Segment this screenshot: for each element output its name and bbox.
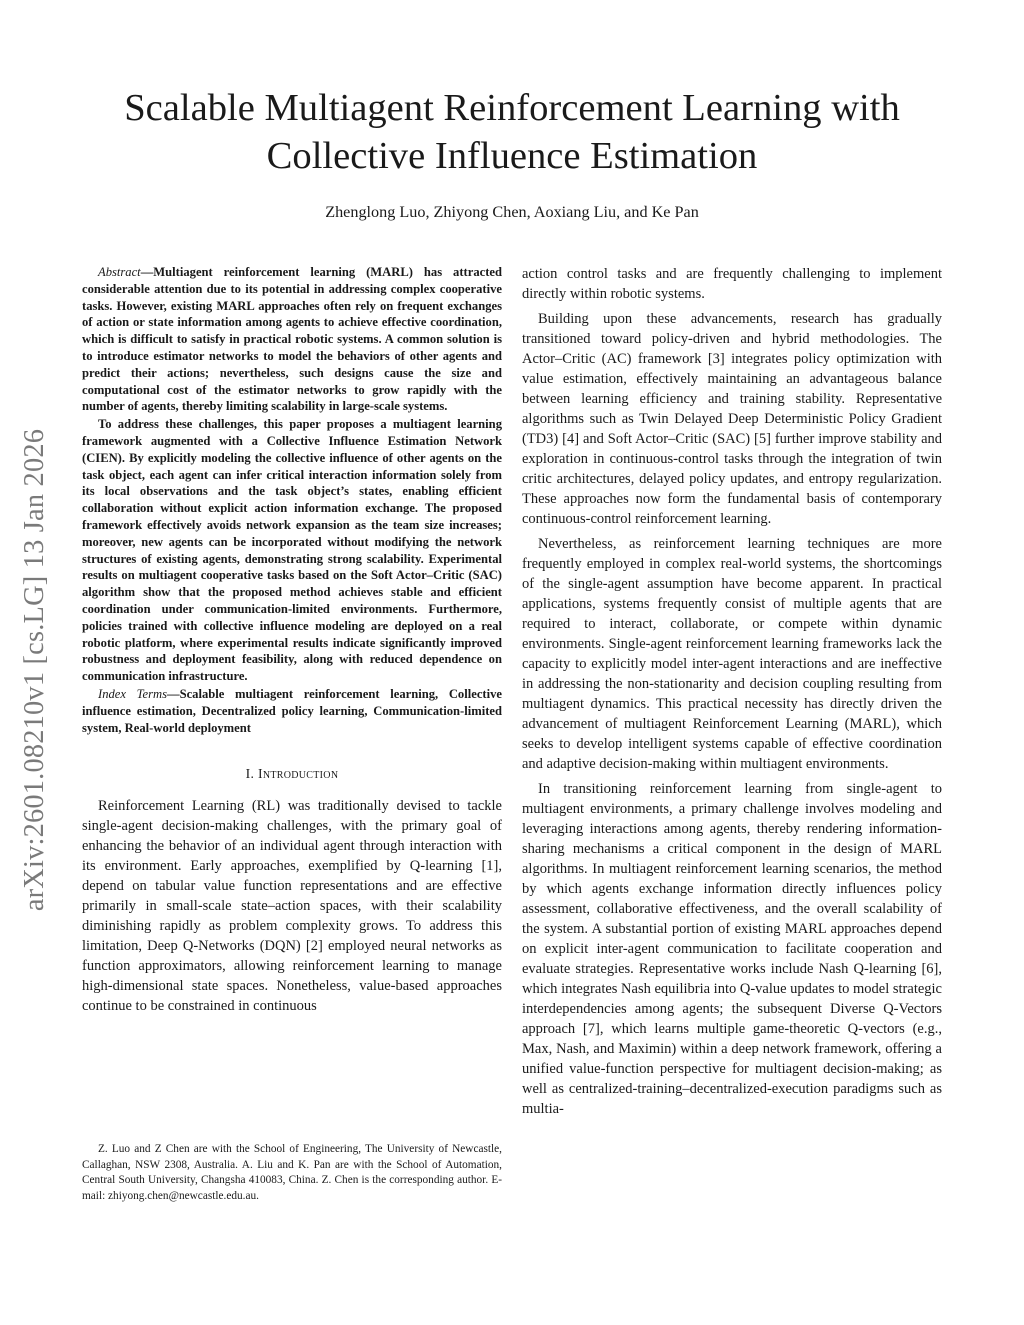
index-terms xyxy=(82,686,502,736)
intro-paragraph-continued: action control tasks and are frequently challenging to implement directly within robotic systems. xyxy=(522,266,942,302)
paper-title-line-2: Collective Influence Estimation xyxy=(266,135,758,177)
left-column xyxy=(82,264,502,1016)
section-numeral: I. xyxy=(245,766,258,782)
intro-paragraph-1: Reinforcement Learning (RL) was traditionally devised to tackle single-agent decision-making challenges, with the primary goal of enhancing the behavior of an individual agent through interaction with its environment. Early approaches, exemplified by Q-learning [1], depend on tabular value function representations and are effective primarily in small-scale state–action spaces, with their scalability diminishing rapidly as problem complexity grows. To address this limitation, Deep Q-Networks (DQN) [2] employed neural networks as function approximators, allowing reinforcement learning to manage high-dimensional state spaces. Nonetheless, value-based approaches continue to be constrained in continuous xyxy=(82,798,502,1015)
abstract-paragraph-2: To address these challenges, this paper proposes a multiagent learning framework augmented with a Collective Influence Estimation Network (CIEN). By explicitly modeling the collective influence of other agents on the task object, each agent can infer critical interaction information solely from its local observations and the task object’s states, enabling efficient collaboration without explicit action information exchange. The proposed framework effectively avoids network expansion as the team size increases; moreover, new agents can be incorporated without modifying the network structures of existing agents, demonstrating strong scalability. Experimental results on multiagent cooperative tasks based on the Soft Actor–Critic (SAC) algorithm show that the proposed method achieves stable and efficient coordination under communication-limited environments. Furthermore, policies trained with collective influence modeling are deployed on a real robotic platform, where experimental results indicate significantly improved robustness and deployment feasibility, along with reduced dependence on communication infrastructure. xyxy=(82,417,502,684)
author-affiliation-footnote xyxy=(82,1142,502,1205)
intro-paragraph-4: In transitioning reinforcement learning from single-agent to multiagent environments, a primary challenge involves modeling and leveraging interactions among agents, thereby rendering information-sharing mechanisms a critical component in the design of MARL algorithms. In multiagent reinforcement learning scenarios, the method by which agents exchange information directly influences policy assessment, collaborative effectiveness, and the overall scalability of the system. A substantial portion of existing MARL approaches depend on explicit inter-agent communication to facilitate cooperation and evaluate strategies. Representative works include Nash Q-learning [6], which integrates Nash equilibria into Q-value updates to model strategic interdependencies among agents; the subsequent Diverse Q-Vectors approach [7], which learns multiple game-theoretic Q-vectors (e.g., Max, Nash, and Maximin) within a deep network framework, offering a unified value-function perspective for multiagent decision-making; as well as centralized-training–decentralized-execution paradigms such as multia- xyxy=(522,781,942,1117)
abstract-text: —Multiagent reinforcement learning (MARL) has attracted considerable attention due to its potential in addressing complex cooperative tasks. However, existing MARL approaches often rely on frequent exchanges of action or state information among agents to achieve effective coordination, which is difficult to satisfy in practical robotic systems. A common solution is to introduce estimator networks to model the behaviors of other agents and predict their actions; nevertheless, such designs cause the size and computational cost of the estimator networks to grow rapidly with the number of agents, thereby limiting scalability in large-scale systems. xyxy=(82,265,502,414)
index-terms-label: Index Terms xyxy=(98,686,167,701)
abstract-label: Abstract xyxy=(98,265,141,279)
intro-paragraph-2: Building upon these advancements, research has gradually transitioned toward policy-driven and hybrid methodologies. The Actor–Critic (AC) framework [3] integrates policy optimization with value estimation, effectively maintaining an advantageous balance between learning efficiency and training stability. Representative algorithms such as Twin Delayed Deep Deterministic Policy Gradient (TD3) [4] and Soft Actor–Critic (SAC) [5] further improve stability and exploration in continuous-control tasks through the integration of twin critic architectures, delayed policy updates, and entropy regularization. These approaches now form the fundamental basis of contemporary continuous-control reinforcement learning. xyxy=(522,311,942,527)
section-title: Introduction xyxy=(257,766,339,782)
paper-title xyxy=(70,84,954,180)
footnote-text: Z. Luo and Z Chen are with the School of Engineering, The University of Newcastle, Callaghan, NSW 2308, Australia. A. Liu and K. Pan are with the School of Automation, Central South University, Changsha 410083, China. Z. Chen is the corresponding author. E-mail: zhiyong.chen@newcastle.edu.au. xyxy=(82,1143,502,1203)
arxiv-identifier-stamp xyxy=(15,380,55,960)
index-terms-text: —Scalable multiagent reinforcement learning, Collective influence estimation, Decentralized policy learning, Communication-limited system, Real-world deployment xyxy=(82,686,502,735)
right-body-text xyxy=(522,264,942,1119)
section-heading-introduction xyxy=(82,766,502,782)
arxiv-identifier-text: arXiv:2601.08210v1 [cs.LG] 13 Jan 2026 xyxy=(19,428,50,912)
abstract-paragraph-1 xyxy=(82,264,502,415)
left-body-text xyxy=(82,796,502,1016)
abstract-section xyxy=(82,264,502,736)
paper-title-line-1: Scalable Multiagent Reinforcement Learning with xyxy=(124,87,900,129)
right-column xyxy=(522,264,942,1119)
author-list: Zhenglong Luo, Zhiyong Chen, Aoxiang Liu, and Ke Pan xyxy=(325,203,699,221)
intro-paragraph-3: Nevertheless, as reinforcement learning techniques are more frequently employed in complex real-world systems, the shortcomings of the single-agent assumption have become apparent. In practical applications, systems frequently consist of multiple agents that are required to interact, collaborate, or compete within dynamic environments. Single-agent reinforcement learning frameworks lack the capacity to explicitly model inter-agent interactions and are ineffective in addressing the non-stationarity and decision coupling resulting from multiagent dynamics. This practical necessity has directly driven the advancement of multiagent Reinforcement Learning (MARL), which seeks to develop intelligent systems capable of effective coordination and adaptive decision-making within multiagent environments. xyxy=(522,536,942,772)
